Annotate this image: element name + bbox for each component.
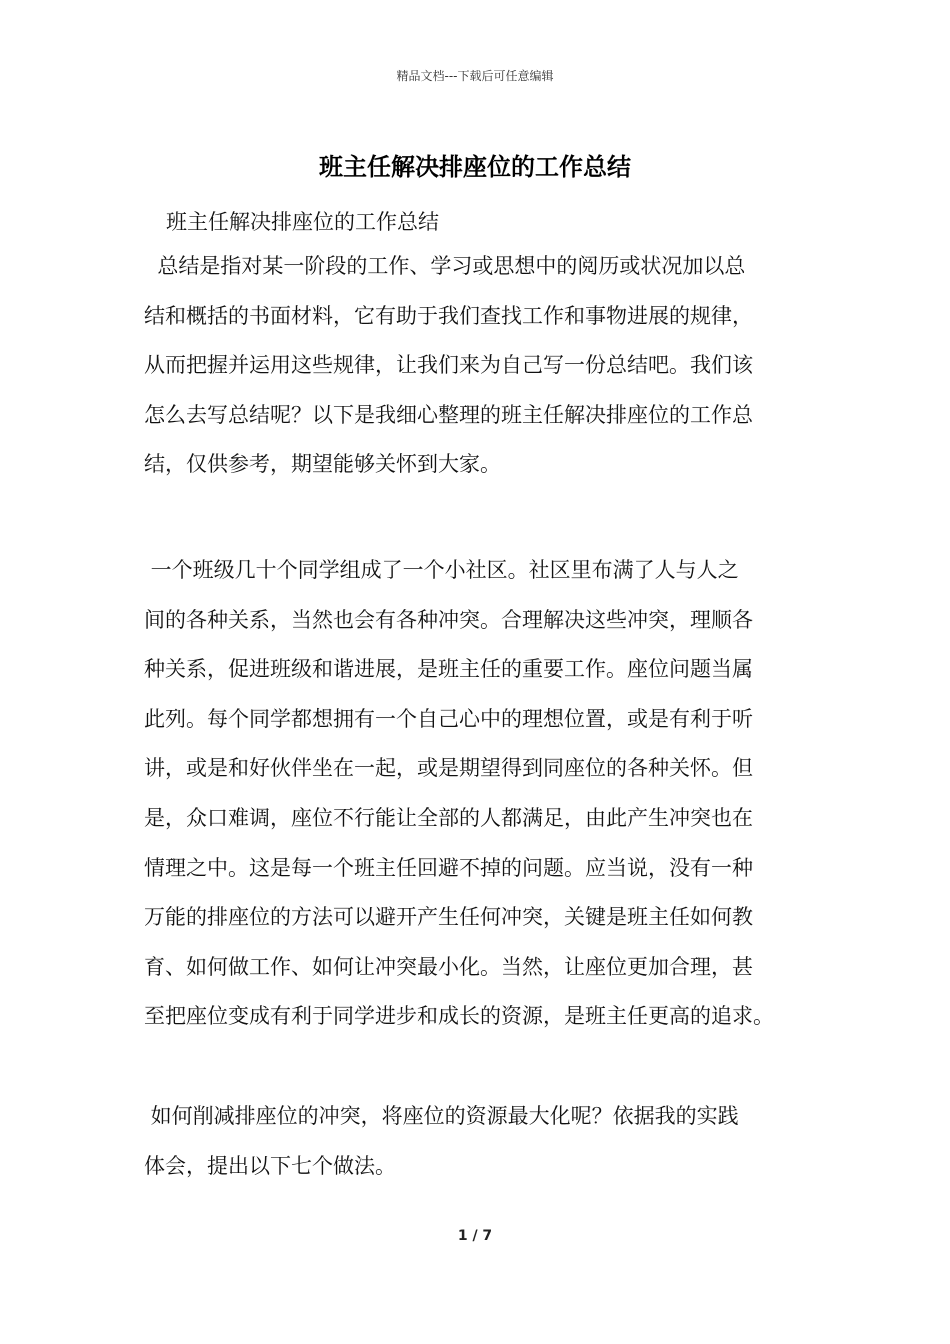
page-header: 精品文档---下载后可任意编辑 (396, 69, 554, 83)
paragraph-line: 结和概括的书面材料，它有助于我们查找工作和事物进展的规律， (144, 303, 753, 328)
paragraph-line: 是，众口难调，座位不行能让全部的人都满足，由此产生冲突也在 (144, 805, 753, 830)
paragraph-line: 至把座位变成有利于同学进步和成长的资源，是班主任更高的追求。 (144, 1004, 774, 1029)
paragraph-line: 如何削减排座位的冲突，将座位的资源最大化呢？依据我的实践 (144, 1104, 739, 1128)
page-number: 1 / 7 (457, 1228, 493, 1244)
paragraph-line: 怎么去写总结呢？以下是我细心整理的班主任解决排座位的工作总 (144, 402, 753, 427)
paragraph-line: 体会，提出以下七个做法。 (144, 1153, 396, 1178)
paragraph-line: 情理之中。这是每一个班主任回避不掉的问题。应当说，没有一种 (144, 855, 753, 880)
paragraph-intro (144, 242, 812, 490)
paragraph-line: 万能的排座位的方法可以避开产生任何冲突，关键是班主任如何教 (144, 905, 753, 930)
paragraph-line: 育、如何做工作、如何让冲突最小化。当然，让座位更加合理，甚 (144, 954, 753, 979)
paragraph-line: 从而把握并运用这些规律，让我们来为自己写一份总结吧。我们该 (144, 353, 753, 378)
paragraph-methods-intro (144, 1092, 812, 1191)
paragraph-line: 种关系，促进班级和谐进展，是班主任的重要工作。座位问题当属 (144, 657, 753, 682)
paragraph-line: 一个班级几十个同学组成了一个小社区。社区里布满了人与人之 (144, 558, 739, 582)
document-subtitle: 班主任解决排座位的工作总结 (166, 210, 439, 234)
paragraph-body (144, 546, 812, 1042)
paragraph-line: 结，仅供参考，期望能够关怀到大家。 (144, 452, 501, 477)
document-title: 班主任解决排座位的工作总结 (319, 153, 631, 181)
paragraph-line: 讲，或是和好伙伴坐在一起，或是期望得到同座位的各种关怀。但 (144, 756, 753, 781)
paragraph-line: 此列。每个同学都想拥有一个自己心中的理想位置，或是有利于听 (144, 706, 753, 731)
paragraph-line: 总结是指对某一阶段的工作、学习或思想中的阅历或状况加以总 (144, 254, 746, 278)
paragraph-line: 间的各种关系，当然也会有各种冲突。合理解决这些冲突，理顺各 (144, 607, 753, 632)
